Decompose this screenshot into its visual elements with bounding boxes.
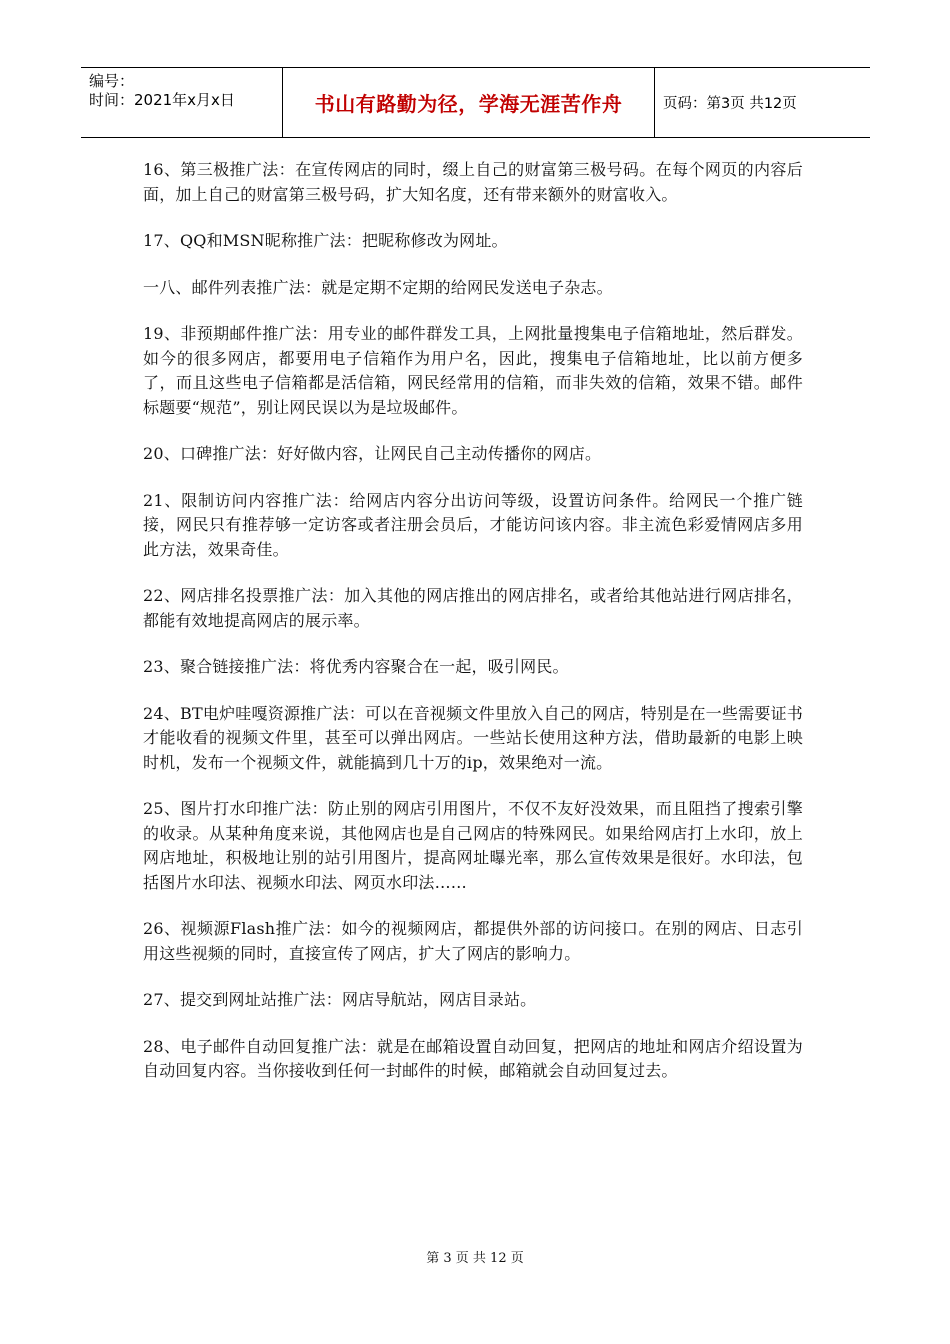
paragraph-25: 25、图片打水印推广法：防止别的网店引用图片，不仅不友好没效果，而且阻挡了搜索引擎的收录。从某种角度来说，其他网店也是自己网店的特殊网民。如果给网店打上水印，放上网店地址，积极地让别的站引用图片，提高网址曝光率，那么宣传效果是很好。水印法，包括图片水印法、视频水印法、网页水印法……: [143, 799, 803, 892]
paragraph-17: 17、QQ和MSN昵称推广法：把昵称修改为网址。: [143, 231, 508, 250]
header-page-info: 页码：第3页 共12页: [663, 96, 797, 112]
paragraph-27: 27、提交到网址站推广法：网店导航站，网店目录站。: [143, 990, 537, 1009]
paragraph-16: 16、第三极推广法：在宣传网店的同时，缀上自己的财富第三极号码。在每个网页的内容后面，加上自己的财富第三极号码，扩大知名度，还有带来额外的财富收入。: [143, 160, 803, 204]
paragraph-18: 一八、邮件列表推广法：就是定期不定期的给网民发送电子杂志。: [143, 277, 613, 297]
page-header: [81, 67, 870, 138]
header-meta-cell: [81, 68, 283, 137]
paragraph-22: 22、网店排名投票推广法：加入其他的网店推出的网店排名，或者给其他站进行网店排名，都能有效地提高网店的展示率。: [143, 586, 803, 630]
document-body: [143, 158, 803, 1106]
page-footer: 第 3 页 共 12 页: [426, 1251, 524, 1266]
paragraph-28: 28、电子邮件自动回复推广法：就是在邮箱设置自动回复，把网店的地址和网店介绍设置为自动回复内容。当你接收到任何一封邮件的时候，邮箱就会自动回复过去。: [143, 1036, 803, 1080]
paragraph-26: 26、视频源Flash推广法：如今的视频网店，都提供外部的访问接口。在别的网店、日志引用这些视频的同时，直接宣传了网店，扩大了网店的影响力。: [143, 919, 803, 963]
doc-number-label: 编号：: [89, 72, 135, 90]
paragraph-19: 19、非预期邮件推广法：用专业的邮件群发工具，上网批量搜集电子信箱地址，然后群发。如今的很多网店，都要用电子信箱作为用户名，因此，搜集电子信箱地址，比以前方便多了，而且这些电子信箱都是活信箱，网民经常用的信箱，而非失效的信箱，效果不错。邮件标题要“规范”，别让网民误以为是垃圾邮件。: [143, 324, 803, 417]
paragraph-20: 20、口碑推广法：好好做内容，让网民自己主动传播你的网店。: [143, 444, 602, 463]
paragraph-23: 23、聚合链接推广法：将优秀内容聚合在一起，吸引网民。: [143, 657, 569, 676]
date-label: 时间：2021年x月x日: [89, 91, 235, 109]
paragraph-24: 24、BT电炉哇嘎资源推广法：可以在音视频文件里放入自己的网店，特别是在一些需要证书才能收看的视频文件里，甚至可以弹出网店。一些站长使用这种方法，借助最新的电影上映时机，发布一个视频文件，就能搞到几十万的ip，效果绝对一流。: [143, 703, 803, 772]
paragraph-21: 21、限制访问内容推广法：给网店内容分出访问等级，设置访问条件。给网民一个推广链接，网民只有推荐够一定访客或者注册会员后，才能访问该内容。非主流色彩爱情网店多用此方法，效果奇佳。: [143, 490, 803, 559]
header-motto: 书山有路勤为径，学海无涯苦作舟: [283, 68, 655, 137]
